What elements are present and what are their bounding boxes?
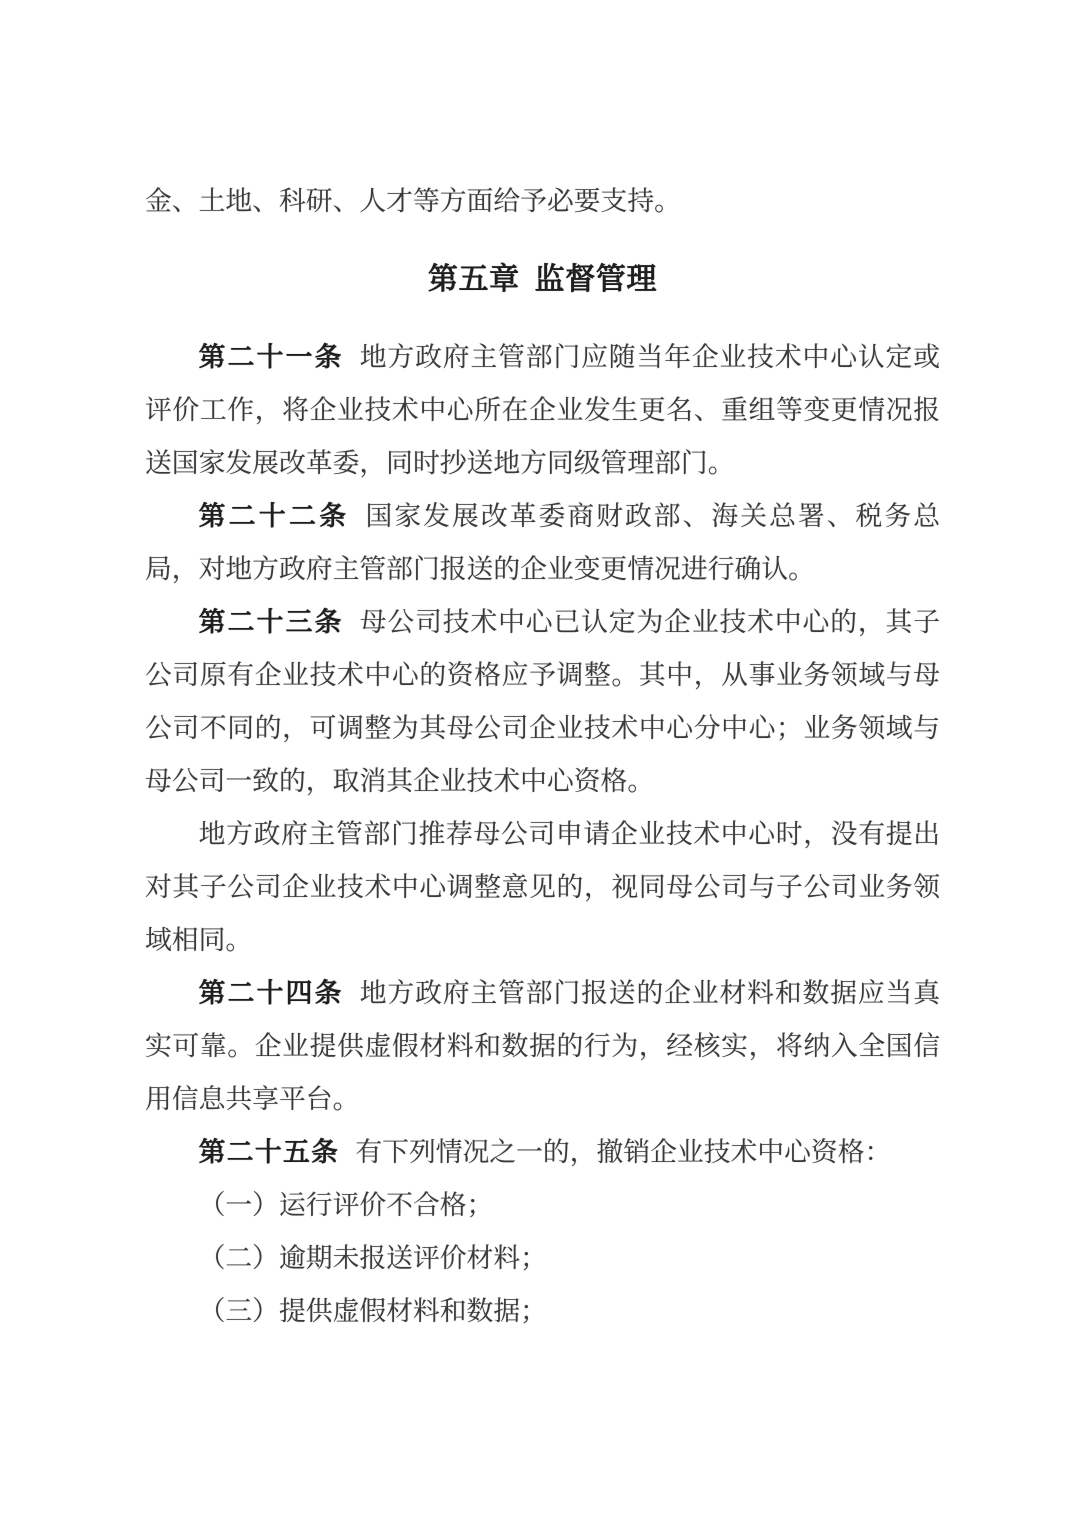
article-23-second-paragraph bbox=[145, 808, 940, 967]
article-24-number: 第二十四条 bbox=[198, 978, 344, 1008]
article-25-paragraph bbox=[145, 1126, 940, 1179]
article-25-item-2 bbox=[145, 1232, 940, 1285]
article-25-item-1 bbox=[145, 1179, 940, 1232]
article-25-text: 有下列情况之一的，撤销企业技术中心资格： bbox=[355, 1137, 892, 1167]
intro-continuation-line bbox=[145, 175, 940, 228]
chapter-heading: 第五章 监督管理 bbox=[427, 263, 658, 296]
article-25-number: 第二十五条 bbox=[198, 1137, 340, 1167]
article-25-item-2-text: （二）逾期未报送评价材料； bbox=[198, 1243, 547, 1273]
article-24-text: 地方政府主管部门报送的企业材料和数据应当真实可靠。企业提供虚假材料和数据的行为，经核实，将纳入全国信用信息共享平台。 bbox=[145, 978, 941, 1114]
article-23-paragraph bbox=[145, 596, 940, 808]
article-22-paragraph bbox=[145, 490, 940, 596]
article-25-item-1-text: （一）运行评价不合格； bbox=[198, 1190, 494, 1220]
article-21-number: 第二十一条 bbox=[198, 342, 344, 372]
article-23-number: 第二十三条 bbox=[198, 607, 344, 637]
article-24-paragraph bbox=[145, 967, 940, 1126]
article-25-item-3 bbox=[145, 1285, 940, 1338]
intro-text: 金、土地、科研、人才等方面给予必要支持。 bbox=[145, 186, 681, 216]
article-23-second-text: 地方政府主管部门推荐母公司申请企业技术中心时，没有提出对其子公司企业技术中心调整意见的，视同母公司与子公司业务领域相同。 bbox=[145, 819, 940, 955]
article-22-text: 国家发展改革委商财政部、海关总署、税务总局，对地方政府主管部门报送的企业变更情况进行确认。 bbox=[145, 501, 941, 584]
article-22-number: 第二十二条 bbox=[198, 501, 350, 531]
article-21-paragraph bbox=[145, 331, 940, 490]
article-25-item-3-text: （三）提供虚假材料和数据； bbox=[198, 1296, 547, 1326]
article-21-text: 地方政府主管部门应随当年企业技术中心认定或评价工作，将企业技术中心所在企业发生更名、重组等变更情况报送国家发展改革委，同时抄送地方同级管理部门。 bbox=[145, 342, 941, 478]
article-23-text: 母公司技术中心已认定为企业技术中心的，其子公司原有企业技术中心的资格应予调整。其中，从事业务领域与母公司不同的，可调整为其母公司企业技术中心分中心；业务领域与母公司一致的，取消其企业技术中心资格。 bbox=[145, 607, 941, 796]
